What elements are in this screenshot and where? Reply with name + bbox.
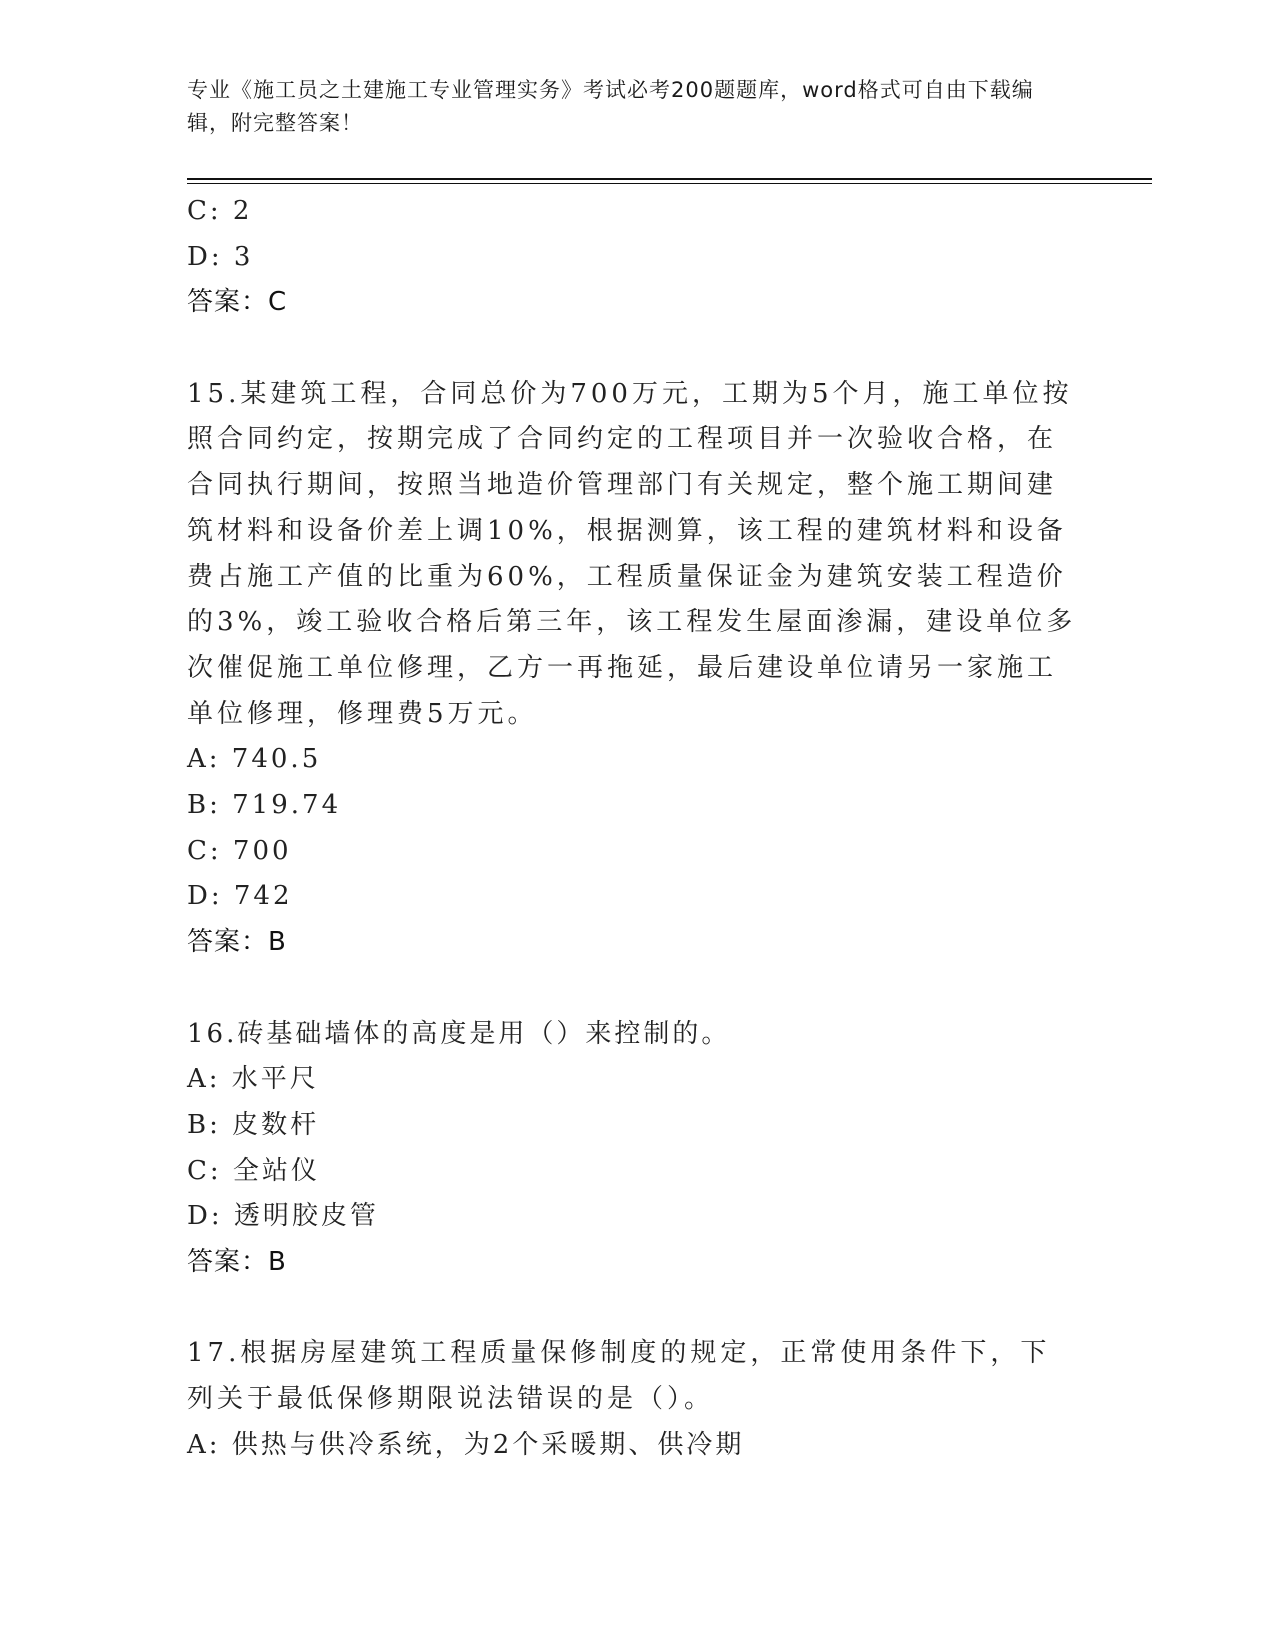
answer-line: 答案：B: [187, 927, 287, 958]
question-stem: 16.砖基础墙体的高度是用（）来控制的。: [187, 1018, 731, 1049]
option-c: C: 700: [187, 835, 292, 866]
question-14-tail: [187, 189, 1087, 326]
answer-line: 答案：B: [187, 1246, 287, 1277]
option-b: B: 皮数杆: [187, 1109, 320, 1140]
option-c: C: 全站仪: [187, 1155, 320, 1186]
header-divider: [187, 178, 1152, 180]
option-d: D: 透明胶皮管: [187, 1201, 379, 1232]
option-c: C: 2: [187, 196, 253, 226]
option-b: B: 719.74: [187, 790, 342, 821]
question-15: [187, 372, 1087, 966]
answer-line: 答案：C: [187, 287, 288, 318]
option-a: A: 740.5: [187, 744, 322, 775]
question-16: [187, 1012, 1087, 1286]
spacer: [187, 1286, 1087, 1332]
option-a: A: 水平尺: [187, 1064, 319, 1095]
question-17: [187, 1331, 1087, 1468]
spacer: [187, 326, 1087, 372]
question-stem: 15.某建筑工程，合同总价为700万元，工期为5个月，施工单位按照合同约定，按期完成了合同约定的工程项目并一次验收合格，在合同执行期间，按照当地造价管理部门有关规定，整个施工期间建筑材料和设备价差上调10%，根据测算，该工程的建筑材料和设备费占施工产值的比重为60%，工程质量保证金为建筑安装工程造价的3%，竣工验收合格后第三年，该工程发生屋面渗漏，建设单位多次催促施工单位修理，乙方一再拖延，最后建设单位请另一家施工单位修理，修理费5万元。: [187, 378, 1077, 729]
question-list: [187, 189, 1087, 1468]
question-stem: 17.根据房屋建筑工程质量保修制度的规定，正常使用条件下，下列关于最低保修期限说法错误的是（）。: [187, 1338, 1051, 1415]
page-header: 专业《施工员之土建施工专业管理实务》考试必考200题题库，word格式可自由下载编辑，附完整答案！: [187, 78, 1034, 135]
option-d: D: 742: [187, 881, 293, 912]
option-d: D: 3: [187, 241, 254, 272]
header-divider-thin: [187, 183, 1152, 184]
spacer: [187, 966, 1087, 1012]
option-a: A: 供热与供冷系统，为2个采暖期、供冷期: [187, 1429, 745, 1460]
